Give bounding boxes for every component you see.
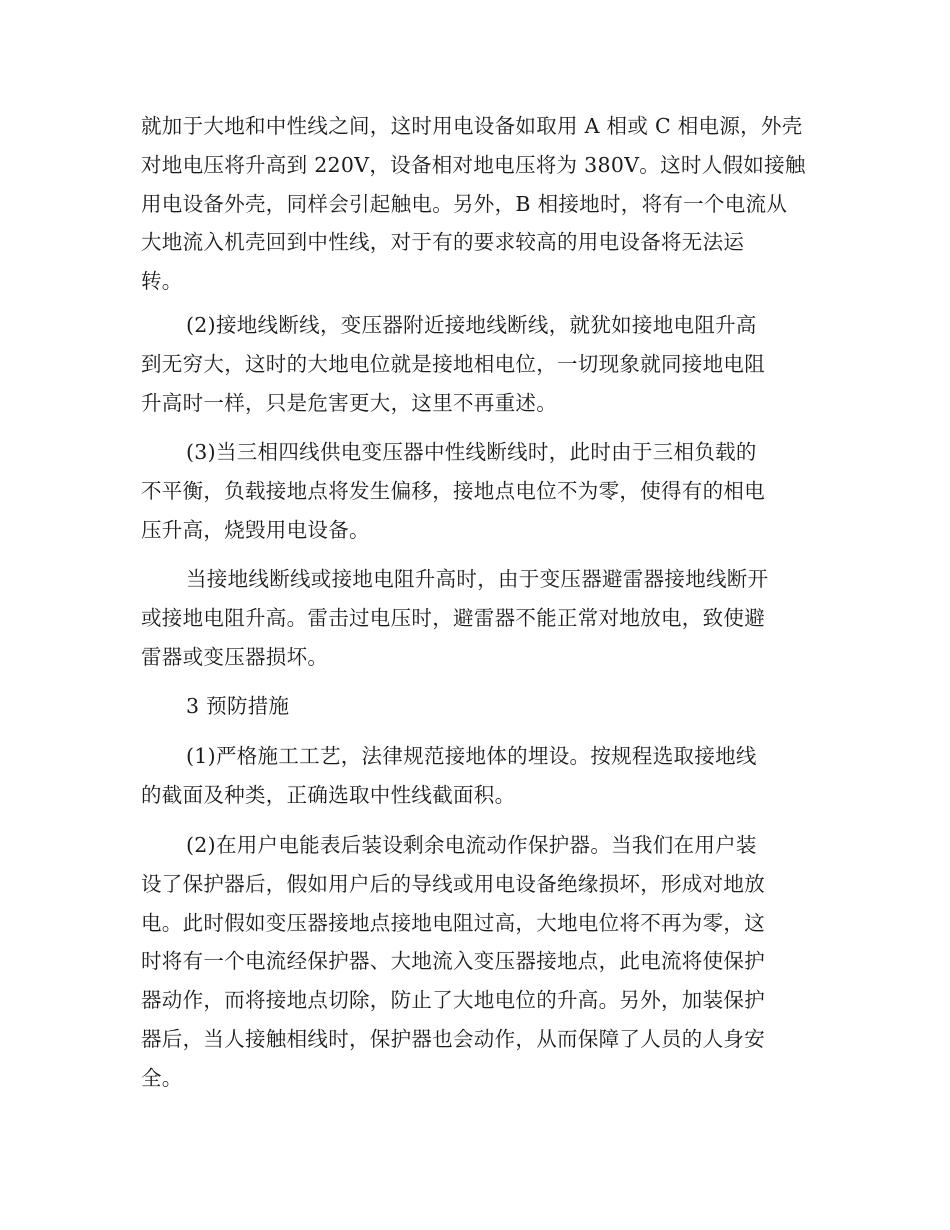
paragraph-measure-2 (141, 826, 821, 1098)
text-line: 全。 (141, 1065, 183, 1090)
paragraph-lightning (141, 560, 821, 676)
text-line: 当接地线断线或接地电阻升高时，由于变压器避雷器接地线断开 (186, 567, 769, 591)
paragraph-neutral-break (141, 433, 821, 549)
text-line: 电。此时假如变压器接地点接地电阻过高，大地电位将不再为零，这 (141, 910, 765, 935)
paragraph-ground-wire-break (141, 306, 821, 422)
text-line: 器后，当人接触相线时，保护器也会动作，从而保障了人员的人身安 (141, 1026, 765, 1051)
text-line: 雷器或变压器损坏。 (141, 644, 329, 669)
paragraph-continuation (141, 107, 821, 301)
text-line: 或接地电阻升高。雷击过电压时，避雷器不能正常对地放电，致使避 (141, 605, 765, 630)
heading-text: 3 预防措施 (186, 694, 290, 718)
text-line: 转。 (141, 269, 183, 294)
section-heading (141, 687, 821, 726)
text-line: 用电设备外壳，同样会引起触电。另外，B 相接地时，将有一个电流从 (141, 191, 788, 216)
text-line: 不平衡，负载接地点将发生偏移，接地点电位不为零，使得有的相电 (141, 478, 765, 503)
text-line: 就加于大地和中性线之间，这时用电设备如取用 A 相或 C 相电源，外壳 (141, 114, 803, 138)
text-line: 大地流入机壳回到中性线，对于有的要求较高的用电设备将无法运 (141, 230, 745, 255)
text-line: (3)当三相四线供电变压器中性线断线时，此时由于三相负载的 (186, 440, 757, 464)
text-line: 到无穷大，这时的大地电位就是接地相电位，一切现象就同接地电阻 (141, 351, 765, 376)
text-line: 的截面及种类，正确选取中性线截面积。 (141, 782, 516, 807)
text-line: 器动作，而将接地点切除，防止了大地电位的升高。另外，加装保护 (141, 988, 765, 1013)
text-line: (1)严格施工工艺，法律规范接地体的埋设。按规程选取接地线 (186, 744, 757, 768)
text-line: 对地电压将升高到 220V，设备相对地电压将为 380V。这时人假如接触 (141, 152, 806, 177)
text-line: 升高时一样，只是危害更大，这里不再重述。 (141, 390, 557, 415)
text-line: (2)在用户电能表后装设剩余电流动作保护器。当我们在用户装 (186, 833, 757, 857)
paragraph-measure-1 (141, 737, 821, 815)
text-line: 时将有一个电流经保护器、大地流入变压器接地点，此电流将使保护 (141, 949, 765, 974)
text-line: 压升高，烧毁用电设备。 (141, 517, 370, 542)
text-line: 设了保护器后，假如用户后的导线或用电设备绝缘损坏，形成对地放 (141, 871, 765, 896)
text-line: (2)接地线断线，变压器附近接地线断线，就犹如接地电阻升高 (186, 313, 757, 337)
